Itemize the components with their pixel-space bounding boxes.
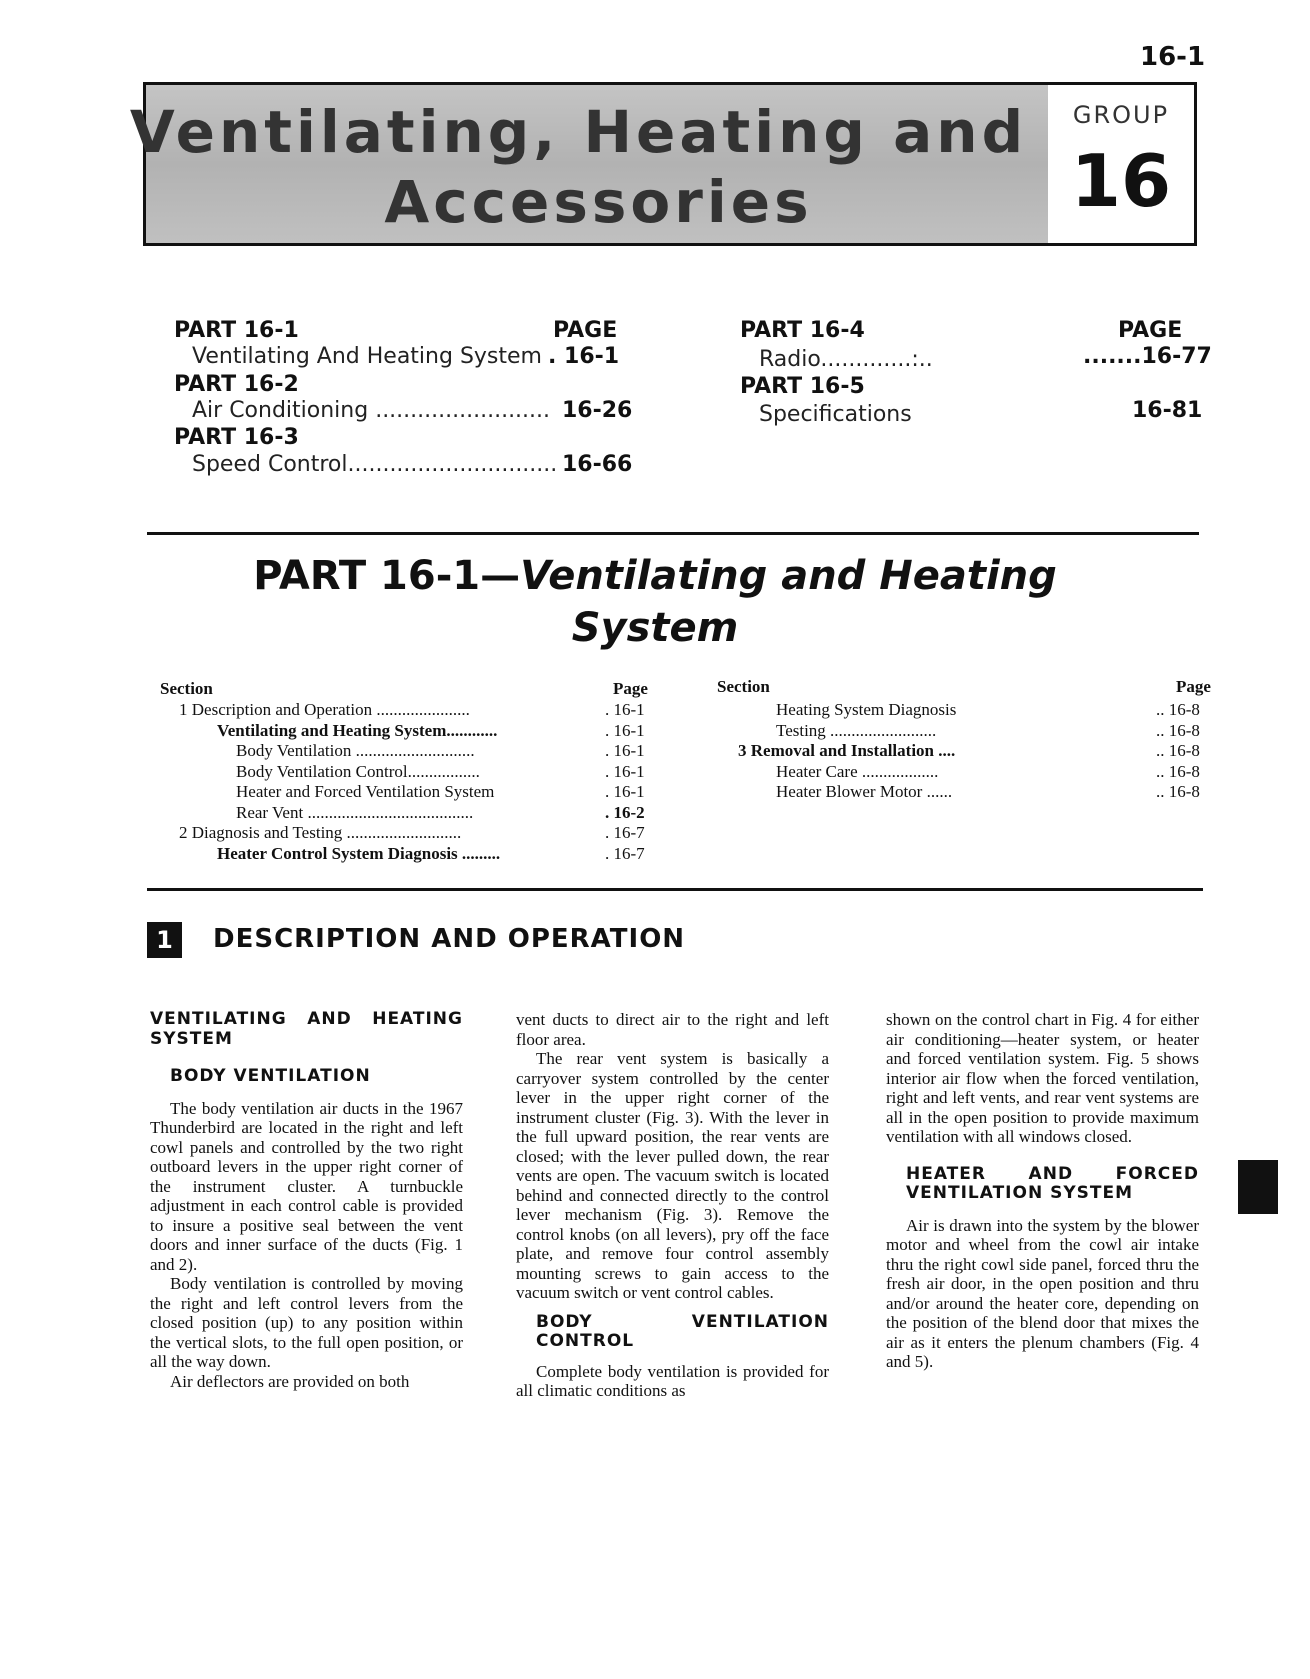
section-entry-page: . 16-2 <box>605 803 645 822</box>
page-heading-left: Page <box>613 679 648 698</box>
part-title-line-1 <box>0 553 1310 599</box>
toc-part-heading: PART 16-4 <box>740 318 865 343</box>
title-banner <box>129 82 1054 246</box>
divider <box>147 888 1203 891</box>
title-line-2: Accessories <box>384 168 813 236</box>
part-title-prefix: PART 16-1— <box>253 553 521 599</box>
section-number-badge: 1 <box>147 922 182 958</box>
toc-entry-page: 16-66 <box>562 452 633 477</box>
paragraph: Body ventilation is controlled by moving the right and left control levers from the closed position (up) to any position within the vertical slots, to the full open position, or all the way down. <box>150 1274 463 1371</box>
page-number: 16-1 <box>1140 42 1206 72</box>
section-entry-page: .. 16-8 <box>1156 741 1200 760</box>
toc-part-heading: PART 16-3 <box>174 425 299 450</box>
section-entry: Heating System Diagnosis <box>776 700 957 719</box>
section-entry: 2 Diagnosis and Testing ........................... <box>179 823 462 842</box>
section-entry: Heater and Forced Ventilation System <box>236 782 495 801</box>
section-entry: Testing ......................... <box>776 721 937 740</box>
thumb-index-mark <box>1238 1160 1278 1214</box>
page-heading-right: Page <box>1176 677 1211 696</box>
paragraph: The rear vent system is basically a carryover system controlled by the center lever in the upper right corner of the instrument cluster (Fig. 3). With the lever in the full upward position, the rear vents are closed; with the lever pulled down, the rear vents are open. The vacuum switch is located behind and connected directly to the control lever mechanism (Fig. 3). Remove the control knobs (on all levers), pry off the face plate, and remove four control assembly mounting screws to gain access to the vacuum switch or vent control cables. <box>516 1049 829 1302</box>
subheading: HEATER AND FORCED VENTILATION SYSTEM <box>906 1163 1199 1203</box>
toc-entry-title: Speed Control.............................. <box>192 452 558 477</box>
toc-entry-title: Air Conditioning ......................... <box>192 398 551 423</box>
section-entry-page: . 16-7 <box>605 844 645 863</box>
section-heading: DESCRIPTION AND OPERATION <box>213 924 686 954</box>
toc-entry-title: Radio.............:.. <box>759 347 933 372</box>
section-entry: Body Ventilation Control................. <box>236 762 480 781</box>
section-entry: Body Ventilation ............................ <box>236 741 475 760</box>
toc-entry-page: .......16-77 <box>1083 344 1212 369</box>
group-box <box>1048 82 1197 246</box>
subheading: BODY VENTILATION <box>170 1066 371 1086</box>
part-title-line-2: System <box>571 605 739 651</box>
toc-entry-title: Ventilating And Heating System <box>192 344 542 369</box>
section-entry-page: .. 16-8 <box>1156 700 1200 719</box>
section-entry-page: . 16-1 <box>605 741 645 760</box>
section-entry: Heater Blower Motor ...... <box>776 782 953 801</box>
divider <box>147 532 1199 535</box>
section-entry-page: . 16-1 <box>605 700 645 719</box>
section-entry: 3 Removal and Installation .... <box>738 741 956 760</box>
section-entry-page: .. 16-8 <box>1156 762 1200 781</box>
toc-entry-page: 16-26 <box>562 398 633 423</box>
subheading: VENTILATING AND HEATING SYSTEM <box>150 1009 463 1049</box>
section-heading-right: Section <box>717 677 770 696</box>
paragraph: shown on the control chart in Fig. 4 for either air conditioning—heater system, or heater and forced ventilation system. Fig. 5 shows interior air flow when the forced ventilation, right and left vents, and rear vent systems are all in the open position to provide maximum ventilation with all windows closed. <box>886 1010 1199 1146</box>
section-entry-page: . 16-1 <box>605 721 645 740</box>
section-entry: 1 Description and Operation ...................... <box>179 700 470 719</box>
paragraph: Air is drawn into the system by the blower motor and wheel from the cowl air intake thru the right cowl side panel, forced thru the fresh air door, in the open position and thru and/or around the heater core, depending on the position of the blend door that mixes the air as it enters the plenum chambers (Fig. 4 and 5). <box>886 1215 1199 1371</box>
paragraph: vent ducts to direct air to the right and left floor area. <box>516 1010 829 1049</box>
section-entry-page: .. 16-8 <box>1156 782 1200 801</box>
toc-part-heading: PART 16-1 <box>174 318 299 343</box>
toc-page-heading: PAGE <box>1118 318 1183 343</box>
toc-page-heading: PAGE <box>553 318 618 343</box>
group-number: 16 <box>1070 139 1172 223</box>
toc-entry-page: . 16-1 <box>548 344 620 369</box>
section-entry: Heater Care .................. <box>776 762 939 781</box>
toc-part-heading: PART 16-5 <box>740 374 865 399</box>
paragraph: Air deflectors are provided on both <box>170 1371 410 1391</box>
section-entry-page: . 16-1 <box>605 762 645 781</box>
subheading: BODY VENTILATION CONTROL <box>536 1311 829 1351</box>
paragraph: Complete body ventilation is provided for all climatic conditions as <box>516 1361 829 1400</box>
section-heading-left: Section <box>160 679 213 698</box>
group-label: GROUP <box>1072 101 1170 129</box>
toc-entry-page: 16-81 <box>1132 398 1203 423</box>
section-entry-page: . 16-1 <box>605 782 645 801</box>
section-entry-page: . 16-7 <box>605 823 645 842</box>
section-entry: Heater Control System Diagnosis ......... <box>217 844 501 863</box>
part-title-italic: Ventilating and Heating <box>520 553 1057 599</box>
section-entry: Rear Vent ....................................... <box>236 803 474 822</box>
paragraph: The body ventilation air ducts in the 1967 Thunderbird are located in the right and left cowl panels and controlled by the two right outboard levers in the upper right corner of the instrument cluster. A turnbuckle adjustment in each control cable is provided to insure a positive seal between the vent doors and inner surface of the ducts (Fig. 1 and 2). <box>150 1098 463 1274</box>
section-entry-page: .. 16-8 <box>1156 721 1200 740</box>
body-column-2 <box>516 1010 829 1401</box>
section-entry: Ventilating and Heating System............ <box>217 721 498 740</box>
body-column-1 <box>150 1010 463 1391</box>
body-column-3 <box>886 1010 1199 1372</box>
title-line-1: Ventilating, Heating and <box>129 98 1028 166</box>
toc-entry-title: Specifications <box>759 402 912 427</box>
toc-part-heading: PART 16-2 <box>174 372 299 397</box>
